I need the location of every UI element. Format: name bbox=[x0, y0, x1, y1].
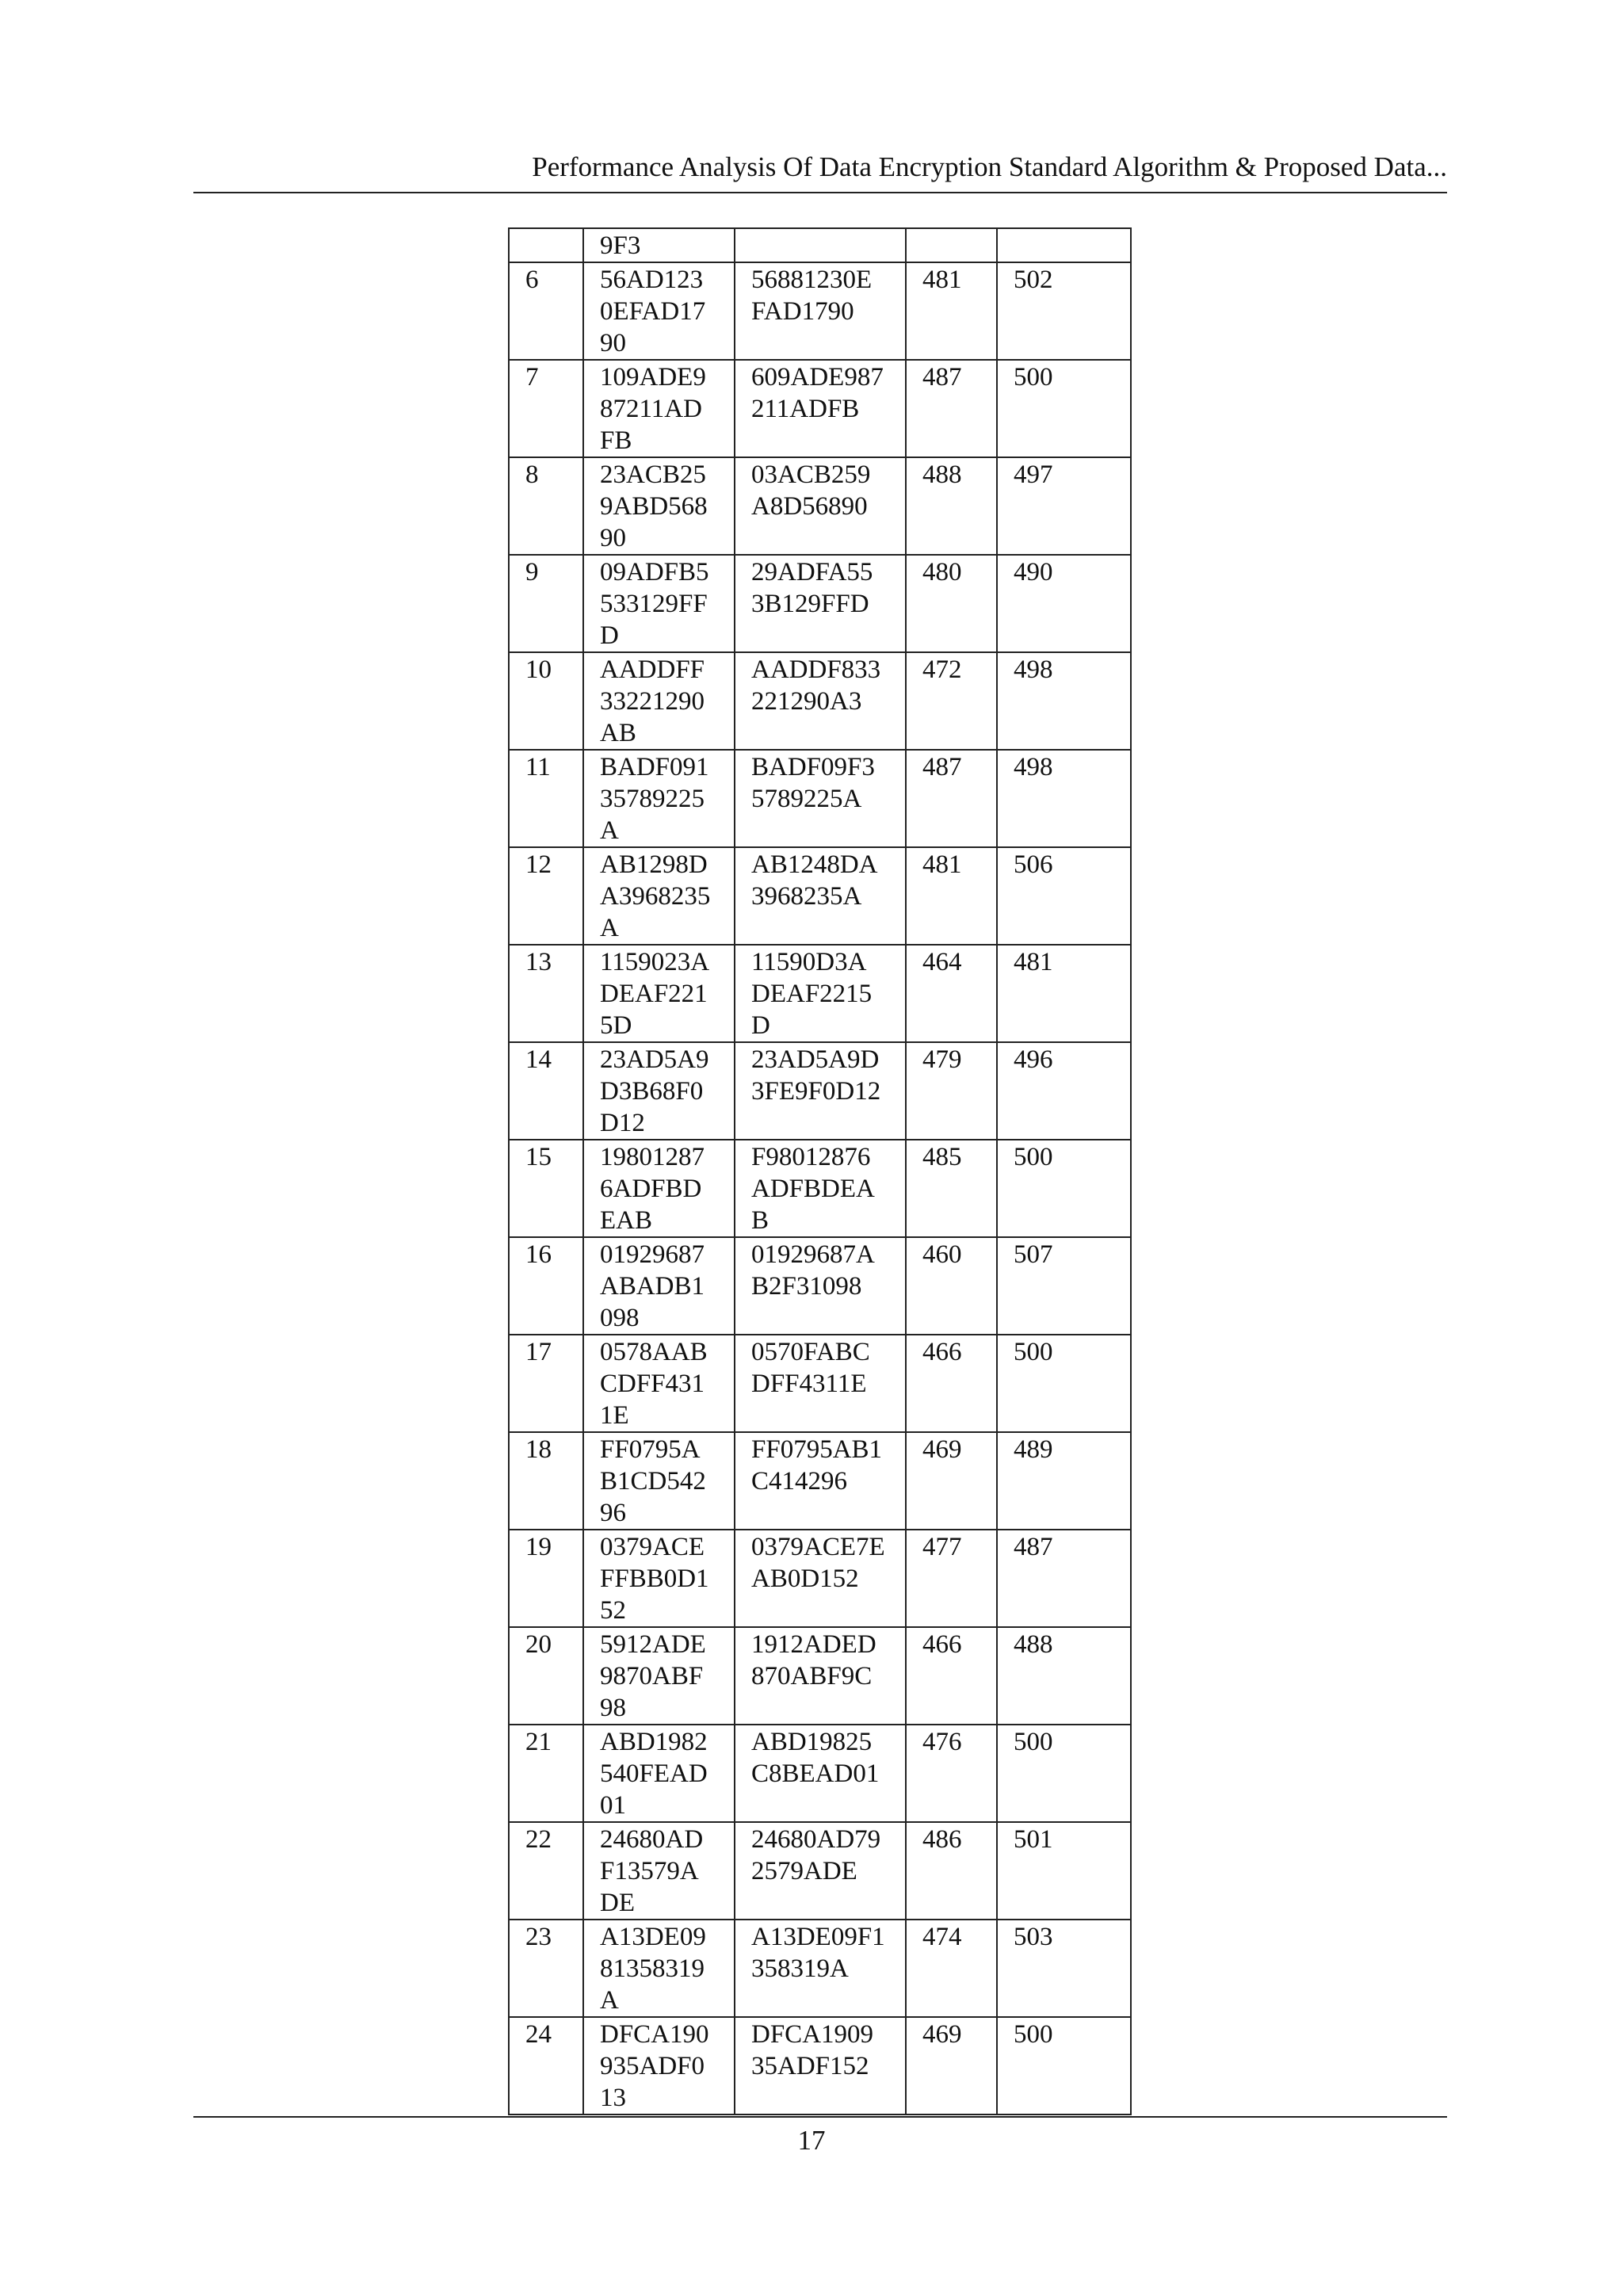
cell-line: FF0795AB1 bbox=[751, 1435, 883, 1464]
row-number-cell: 21 bbox=[509, 1725, 583, 1822]
ciphertext-cell bbox=[735, 1627, 906, 1725]
table-row bbox=[509, 555, 1131, 652]
value-cell-2: 507 bbox=[997, 1237, 1131, 1335]
footer-rule bbox=[193, 2116, 1447, 2118]
cell-line: 13 bbox=[600, 2084, 626, 2112]
value-cell-1: 472 bbox=[906, 652, 997, 750]
row-number-cell: 17 bbox=[509, 1335, 583, 1432]
value-cell-1: 479 bbox=[906, 1042, 997, 1140]
cell-line: D12 bbox=[600, 1109, 645, 1137]
cell-line: 5789225A bbox=[751, 785, 862, 813]
row-number-cell: 11 bbox=[509, 750, 583, 847]
table-row bbox=[509, 2017, 1131, 2115]
cell-line: 56881230E bbox=[751, 266, 873, 294]
ciphertext-cell bbox=[735, 1822, 906, 1920]
value-cell-1 bbox=[906, 228, 997, 262]
table-row bbox=[509, 750, 1131, 847]
cell-line: ABD1982 bbox=[600, 1728, 708, 1756]
row-number-cell: 19 bbox=[509, 1530, 583, 1627]
cell-line: ADFBDEA bbox=[751, 1175, 875, 1203]
cell-line: FAD1790 bbox=[751, 297, 854, 326]
cell-line: 52 bbox=[600, 1596, 626, 1625]
cell-line: 23AD5A9 bbox=[600, 1045, 709, 1074]
value-cell-1: 466 bbox=[906, 1627, 997, 1725]
cell-line: 24680AD79 bbox=[751, 1825, 881, 1854]
cell-line: DFF4311E bbox=[751, 1370, 867, 1398]
cell-line: D bbox=[751, 1011, 770, 1040]
cell-line: 23AD5A9D bbox=[751, 1045, 880, 1074]
ciphertext-cell bbox=[735, 1042, 906, 1140]
table-row bbox=[509, 1725, 1131, 1822]
cell-line: 0379ACE7E bbox=[751, 1533, 885, 1561]
cell-line: 11590D3A bbox=[751, 948, 867, 976]
cell-line: FB bbox=[600, 426, 632, 455]
cell-line: A13DE09 bbox=[600, 1923, 706, 1951]
cell-line: 0379ACE bbox=[600, 1533, 705, 1561]
ciphertext-cell bbox=[735, 847, 906, 945]
row-number-cell: 9 bbox=[509, 555, 583, 652]
plaintext-cell bbox=[583, 1140, 735, 1237]
value-cell-1: 486 bbox=[906, 1822, 997, 1920]
row-number-cell: 8 bbox=[509, 457, 583, 555]
cell-line: 1E bbox=[600, 1401, 629, 1430]
cell-line: 5912ADE bbox=[600, 1630, 706, 1659]
cell-line: AADDF833 bbox=[751, 655, 881, 684]
plaintext-cell bbox=[583, 360, 735, 457]
page-number: 17 bbox=[797, 2125, 826, 2156]
row-number-cell: 14 bbox=[509, 1042, 583, 1140]
value-cell-1: 480 bbox=[906, 555, 997, 652]
row-number-cell: 20 bbox=[509, 1627, 583, 1725]
ciphertext-cell bbox=[735, 1920, 906, 2017]
cell-line: D3B68F0 bbox=[600, 1077, 704, 1106]
value-cell-2: 502 bbox=[997, 262, 1131, 360]
cell-line: 109ADE9 bbox=[600, 363, 706, 392]
plaintext-cell bbox=[583, 1530, 735, 1627]
cell-line: AB1298D bbox=[600, 850, 708, 879]
table-row-continued bbox=[509, 228, 1131, 262]
value-cell-2: 490 bbox=[997, 555, 1131, 652]
plaintext-cell bbox=[583, 457, 735, 555]
cell-line: 221290A3 bbox=[751, 687, 862, 716]
cell-line: ABD19825 bbox=[751, 1728, 873, 1756]
cell-line: 33221290 bbox=[600, 687, 705, 716]
cell-line: 23ACB25 bbox=[600, 460, 706, 489]
plaintext-cell bbox=[583, 1432, 735, 1530]
cell-line: F98012876 bbox=[751, 1143, 871, 1171]
value-cell-1: 469 bbox=[906, 1432, 997, 1530]
row-number-cell: 7 bbox=[509, 360, 583, 457]
cell-line: AADDFF bbox=[600, 655, 705, 684]
cell-line: 87211AD bbox=[600, 395, 702, 423]
cell-line: D bbox=[600, 621, 619, 650]
cell-line: 1159023A bbox=[600, 948, 710, 976]
table-row bbox=[509, 262, 1131, 360]
row-number-cell: 16 bbox=[509, 1237, 583, 1335]
cell-line: 9F3 bbox=[600, 231, 641, 260]
cell-line: 0EFAD17 bbox=[600, 297, 706, 326]
cell-line: 90 bbox=[600, 524, 626, 552]
cell-line: BADF09F3 bbox=[751, 753, 875, 781]
table-row bbox=[509, 1920, 1131, 2017]
ciphertext-cell bbox=[735, 1140, 906, 1237]
value-cell-2: 500 bbox=[997, 1140, 1131, 1237]
plaintext-cell bbox=[583, 847, 735, 945]
cell-line: 6ADFBD bbox=[600, 1175, 702, 1203]
cell-line: AB1248DA bbox=[751, 850, 878, 879]
cell-line: B2F31098 bbox=[751, 1272, 862, 1301]
cell-line: 19801287 bbox=[600, 1143, 705, 1171]
value-cell-1: 481 bbox=[906, 262, 997, 360]
value-cell-1: 485 bbox=[906, 1140, 997, 1237]
table-row bbox=[509, 1237, 1131, 1335]
cell-line: AB bbox=[600, 719, 636, 747]
table-row bbox=[509, 1140, 1131, 1237]
plaintext-cell bbox=[583, 228, 735, 262]
cell-line: DE bbox=[600, 1889, 635, 1917]
ciphertext-cell bbox=[735, 1335, 906, 1432]
plaintext-cell bbox=[583, 262, 735, 360]
value-cell-1: 487 bbox=[906, 750, 997, 847]
cell-line: EAB bbox=[600, 1206, 652, 1235]
cell-line: 3B129FFD bbox=[751, 590, 869, 618]
cell-line: 0570FABC bbox=[751, 1338, 870, 1366]
table-body bbox=[509, 228, 1131, 2115]
table-row bbox=[509, 360, 1131, 457]
cell-line: DFCA1909 bbox=[751, 2020, 874, 2049]
data-table bbox=[508, 227, 1132, 2115]
cell-line: BADF091 bbox=[600, 753, 709, 781]
cell-line: A8D56890 bbox=[751, 492, 868, 521]
ciphertext-cell bbox=[735, 555, 906, 652]
cell-line: A3968235 bbox=[600, 882, 711, 911]
cell-line: B1CD542 bbox=[600, 1467, 706, 1496]
value-cell-2: 500 bbox=[997, 1725, 1131, 1822]
plaintext-cell bbox=[583, 1335, 735, 1432]
cell-line: 09ADFB5 bbox=[600, 558, 709, 586]
row-number-cell: 15 bbox=[509, 1140, 583, 1237]
value-cell-2: 496 bbox=[997, 1042, 1131, 1140]
value-cell-1: 477 bbox=[906, 1530, 997, 1627]
cell-line: 35ADF152 bbox=[751, 2052, 869, 2080]
cell-line: 29ADFA55 bbox=[751, 558, 873, 586]
value-cell-2: 489 bbox=[997, 1432, 1131, 1530]
cell-line: 90 bbox=[600, 329, 626, 357]
value-cell-1: 464 bbox=[906, 945, 997, 1042]
cell-line: C414296 bbox=[751, 1467, 848, 1496]
ciphertext-cell bbox=[735, 457, 906, 555]
row-number-cell bbox=[509, 228, 583, 262]
cell-line: ABADB1 bbox=[600, 1272, 705, 1301]
ciphertext-cell bbox=[735, 1725, 906, 1822]
cell-line: 1912ADED bbox=[751, 1630, 876, 1659]
value-cell-1: 474 bbox=[906, 1920, 997, 2017]
value-cell-2: 501 bbox=[997, 1822, 1131, 1920]
plaintext-cell bbox=[583, 1822, 735, 1920]
plaintext-cell bbox=[583, 1042, 735, 1140]
cell-line: FF0795A bbox=[600, 1435, 701, 1464]
cell-line: 9870ABF bbox=[600, 1662, 704, 1690]
ciphertext-cell bbox=[735, 652, 906, 750]
ciphertext-cell bbox=[735, 1237, 906, 1335]
table-row bbox=[509, 945, 1131, 1042]
cell-line: 3FE9F0D12 bbox=[751, 1077, 881, 1106]
cell-line: 81358319 bbox=[600, 1954, 705, 1983]
cell-line: 01929687 bbox=[600, 1240, 705, 1269]
cell-line: B bbox=[751, 1206, 769, 1235]
running-header: Performance Analysis Of Data Encryption Standard Algorithm & Proposed Data... bbox=[532, 151, 1447, 182]
value-cell-1: 481 bbox=[906, 847, 997, 945]
value-cell-2: 498 bbox=[997, 750, 1131, 847]
plaintext-cell bbox=[583, 652, 735, 750]
ciphertext-cell bbox=[735, 750, 906, 847]
row-number-cell: 13 bbox=[509, 945, 583, 1042]
table-row bbox=[509, 1822, 1131, 1920]
row-number-cell: 18 bbox=[509, 1432, 583, 1530]
value-cell-1: 488 bbox=[906, 457, 997, 555]
cell-line: AB0D152 bbox=[751, 1564, 859, 1593]
value-cell-2: 498 bbox=[997, 652, 1131, 750]
plaintext-cell bbox=[583, 1237, 735, 1335]
cell-line: 098 bbox=[600, 1304, 640, 1332]
row-number-cell: 22 bbox=[509, 1822, 583, 1920]
cell-line: C8BEAD01 bbox=[751, 1759, 880, 1788]
value-cell-2 bbox=[997, 228, 1131, 262]
cell-line: A13DE09F1 bbox=[751, 1923, 885, 1951]
table-row bbox=[509, 1627, 1131, 1725]
cell-line: 01929687A bbox=[751, 1240, 875, 1269]
plaintext-cell bbox=[583, 750, 735, 847]
ciphertext-cell bbox=[735, 1432, 906, 1530]
cell-line: DEAF221 bbox=[600, 980, 708, 1008]
table-row bbox=[509, 1530, 1131, 1627]
cell-line: 96 bbox=[600, 1499, 626, 1527]
table-row bbox=[509, 457, 1131, 555]
ciphertext-cell bbox=[735, 360, 906, 457]
plaintext-cell bbox=[583, 2017, 735, 2115]
cell-line: 870ABF9C bbox=[751, 1662, 873, 1690]
ciphertext-cell bbox=[735, 262, 906, 360]
value-cell-2: 488 bbox=[997, 1627, 1131, 1725]
cell-line: 533129FF bbox=[600, 590, 708, 618]
cell-line: 03ACB259 bbox=[751, 460, 871, 489]
row-number-cell: 6 bbox=[509, 262, 583, 360]
cell-line: DFCA190 bbox=[600, 2020, 709, 2049]
ciphertext-cell bbox=[735, 228, 906, 262]
cell-line: FFBB0D1 bbox=[600, 1564, 709, 1593]
cell-line: F13579A bbox=[600, 1857, 699, 1885]
cell-line: 358319A bbox=[751, 1954, 849, 1983]
cell-line: 01 bbox=[600, 1791, 626, 1820]
plaintext-cell bbox=[583, 1627, 735, 1725]
cell-line: 35789225 bbox=[600, 785, 705, 813]
table-row bbox=[509, 1335, 1131, 1432]
value-cell-1: 469 bbox=[906, 2017, 997, 2115]
value-cell-2: 481 bbox=[997, 945, 1131, 1042]
value-cell-1: 466 bbox=[906, 1335, 997, 1432]
value-cell-2: 500 bbox=[997, 360, 1131, 457]
cell-line: A bbox=[600, 914, 619, 942]
cell-line: 24680AD bbox=[600, 1825, 704, 1854]
ciphertext-cell bbox=[735, 945, 906, 1042]
plaintext-cell bbox=[583, 1920, 735, 2017]
value-cell-1: 476 bbox=[906, 1725, 997, 1822]
cell-line: A bbox=[600, 1986, 619, 2015]
cell-line: 56AD123 bbox=[600, 266, 704, 294]
row-number-cell: 23 bbox=[509, 1920, 583, 2017]
value-cell-1: 460 bbox=[906, 1237, 997, 1335]
ciphertext-cell bbox=[735, 1530, 906, 1627]
cell-line: 3968235A bbox=[751, 882, 862, 911]
table-row bbox=[509, 1432, 1131, 1530]
cell-line: 9ABD568 bbox=[600, 492, 708, 521]
table-row bbox=[509, 1042, 1131, 1140]
row-number-cell: 12 bbox=[509, 847, 583, 945]
value-cell-2: 487 bbox=[997, 1530, 1131, 1627]
cell-line: 0578AAB bbox=[600, 1338, 708, 1366]
header-rule bbox=[193, 192, 1447, 193]
cell-line: 2579ADE bbox=[751, 1857, 857, 1885]
cell-line: 98 bbox=[600, 1694, 626, 1722]
cell-line: 211ADFB bbox=[751, 395, 860, 423]
cell-line: 609ADE987 bbox=[751, 363, 884, 392]
table-row bbox=[509, 847, 1131, 945]
cell-line: CDFF431 bbox=[600, 1370, 705, 1398]
value-cell-2: 503 bbox=[997, 1920, 1131, 2017]
row-number-cell: 24 bbox=[509, 2017, 583, 2115]
cell-line: DEAF2215 bbox=[751, 980, 873, 1008]
plaintext-cell bbox=[583, 945, 735, 1042]
plaintext-cell bbox=[583, 555, 735, 652]
cell-line: 5D bbox=[600, 1011, 632, 1040]
plaintext-cell bbox=[583, 1725, 735, 1822]
table-row bbox=[509, 652, 1131, 750]
row-number-cell: 10 bbox=[509, 652, 583, 750]
value-cell-2: 497 bbox=[997, 457, 1131, 555]
cell-line: 935ADF0 bbox=[600, 2052, 705, 2080]
value-cell-2: 500 bbox=[997, 2017, 1131, 2115]
cell-line: 540FEAD bbox=[600, 1759, 708, 1788]
value-cell-1: 487 bbox=[906, 360, 997, 457]
ciphertext-cell bbox=[735, 2017, 906, 2115]
cell-line: A bbox=[600, 816, 619, 845]
value-cell-2: 500 bbox=[997, 1335, 1131, 1432]
value-cell-2: 506 bbox=[997, 847, 1131, 945]
